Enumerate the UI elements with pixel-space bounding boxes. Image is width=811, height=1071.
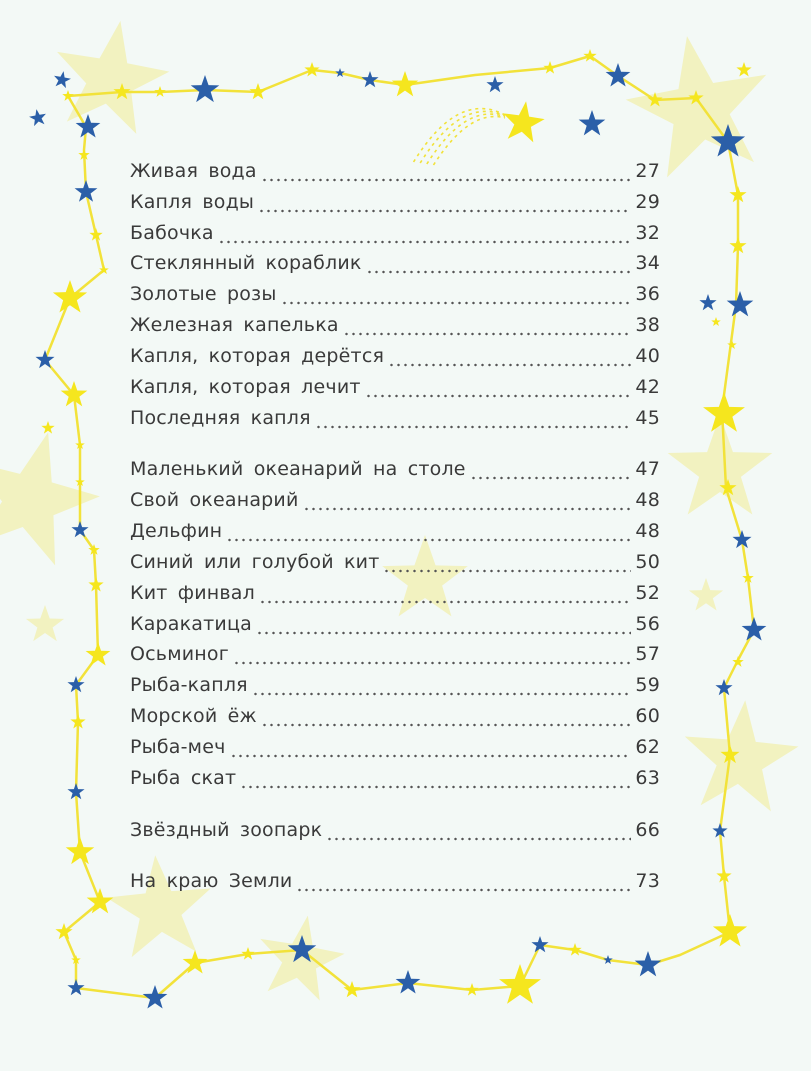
toc-dot-leader	[240, 785, 631, 789]
yellow-star-icon	[154, 86, 165, 97]
toc-entry[interactable]	[130, 767, 660, 797]
toc-entry[interactable]	[130, 458, 660, 488]
blue-star-icon	[67, 979, 84, 995]
blue-star-icon	[603, 955, 613, 964]
toc-entry[interactable]	[130, 674, 660, 704]
toc-entry-title: Капля, которая лечит	[130, 376, 361, 398]
yellow-star-icon	[41, 421, 54, 434]
toc-entry-title: Капля воды	[130, 191, 255, 213]
toc-entry-page: 32	[635, 222, 660, 244]
yellow-star-icon	[736, 62, 751, 76]
toc-entry-title: Кит финвал	[130, 582, 255, 604]
yellow-star-icon	[304, 62, 319, 76]
yellow-star-icon	[568, 943, 581, 956]
toc-entry-page: 47	[635, 458, 660, 480]
faint-star-icon	[689, 578, 723, 611]
toc-entry[interactable]	[130, 819, 660, 849]
toc-entry-title: Капля, которая дерётся	[130, 345, 385, 367]
toc-dot-leader	[261, 723, 632, 727]
toc-entry-page: 48	[635, 489, 660, 511]
yellow-star-icon	[249, 83, 266, 99]
toc-entry[interactable]	[130, 376, 660, 406]
toc-entry-title: Последняя капля	[130, 407, 311, 429]
toc-entry-title: Свой океанарий	[130, 489, 299, 511]
yellow-star-icon	[711, 317, 721, 326]
toc-entry[interactable]	[130, 283, 660, 313]
toc-entry-page: 45	[635, 407, 660, 429]
yellow-star-icon	[241, 947, 254, 960]
yellow-star-icon	[392, 71, 419, 96]
toc-entry-page: 59	[635, 674, 660, 696]
yellow-star-icon	[713, 914, 747, 947]
toc-entry-title: Рыба скат	[130, 767, 237, 789]
toc-entry-page: 56	[635, 613, 660, 635]
toc-entry-title: Бабочка	[130, 222, 214, 244]
toc-dot-leader	[218, 240, 632, 244]
toc-entry[interactable]	[130, 222, 660, 252]
blue-star-icon	[579, 110, 606, 135]
toc-entry-page: 63	[635, 767, 660, 789]
toc-dot-leader	[315, 425, 632, 429]
toc-dot-leader	[261, 178, 632, 182]
toc-entry-page: 73	[635, 870, 660, 892]
toc-entry[interactable]	[130, 407, 660, 437]
blue-star-icon	[191, 75, 220, 102]
toc-entry[interactable]	[130, 191, 660, 221]
toc-entry[interactable]	[130, 314, 660, 344]
comet-star-icon	[500, 98, 547, 143]
blue-star-icon	[486, 76, 503, 92]
blue-star-icon	[727, 291, 754, 316]
toc-entry[interactable]	[130, 736, 660, 766]
toc-entry-title: Осьминог	[130, 643, 229, 665]
toc-dot-leader	[256, 631, 631, 635]
toc-dot-leader	[383, 569, 631, 573]
toc-entry-title: Синий или голубой кит	[130, 551, 380, 573]
toc-dot-leader	[296, 888, 631, 892]
toc-dot-leader	[258, 209, 631, 213]
blue-star-icon	[742, 617, 767, 641]
toc-dot-leader	[226, 538, 631, 542]
toc-entry[interactable]	[130, 551, 660, 581]
toc-dot-leader	[326, 837, 631, 841]
toc-entry-page: 38	[635, 314, 660, 336]
toc-entry[interactable]	[130, 252, 660, 282]
toc-entry[interactable]	[130, 489, 660, 519]
faint-star-icon	[668, 415, 773, 514]
yellow-star-icon	[62, 90, 73, 101]
yellow-star-icon	[53, 280, 87, 313]
toc-entry[interactable]	[130, 582, 660, 612]
toc-entry-title: Звёздный зоопарк	[130, 819, 323, 841]
blue-star-icon	[361, 71, 378, 87]
faint-star-icon	[45, 11, 176, 138]
yellow-star-icon	[499, 964, 541, 1004]
toc-dot-leader	[233, 661, 632, 665]
yellow-star-icon	[66, 837, 95, 864]
toc-entry-page: 34	[635, 252, 660, 274]
blue-star-icon	[52, 70, 72, 89]
faint-star-icon	[679, 695, 802, 813]
blue-star-icon	[143, 985, 168, 1009]
toc-entry-title: Маленький океанарий на столе	[130, 458, 466, 480]
blue-star-icon	[75, 180, 98, 202]
toc-dot-leader	[230, 754, 632, 758]
blue-star-icon	[35, 350, 54, 368]
yellow-star-icon	[86, 642, 111, 666]
blue-star-icon	[71, 521, 88, 537]
blue-star-icon	[335, 68, 345, 77]
blue-star-icon	[531, 936, 548, 952]
toc-entry-title: Рыба-капля	[130, 674, 248, 696]
toc-entry-title: Рыба-меч	[130, 736, 226, 758]
toc-entry-title: Живая вода	[130, 160, 257, 182]
toc-entry-title: Каракатица	[130, 613, 252, 635]
toc-entry[interactable]	[130, 705, 660, 735]
toc-entry-title: Дельфин	[130, 520, 223, 542]
comet-trail	[420, 111, 505, 163]
toc-entry-page: 42	[635, 376, 660, 398]
faint-star-icon	[26, 605, 64, 641]
toc-entry[interactable]	[130, 345, 660, 375]
toc-entry-page: 27	[635, 160, 660, 182]
toc-entry-page: 29	[635, 191, 660, 213]
toc-entry[interactable]	[130, 613, 660, 643]
blue-star-icon	[635, 951, 662, 976]
toc-dot-leader	[365, 394, 632, 398]
toc-entry[interactable]	[130, 870, 660, 900]
toc-entry-page: 66	[635, 819, 660, 841]
toc-entry-page: 48	[635, 520, 660, 542]
toc-entry-title: На краю Земли	[130, 870, 293, 892]
yellow-star-icon	[727, 340, 737, 349]
toc-entry-page: 40	[635, 345, 660, 367]
toc-entry[interactable]	[130, 643, 660, 673]
toc-dot-leader	[388, 363, 631, 367]
toc-entry-page: 36	[635, 283, 660, 305]
yellow-star-icon	[543, 61, 556, 74]
toc-dot-leader	[281, 301, 632, 305]
toc-entry-page: 62	[635, 736, 660, 758]
toc-entry-title: Стеклянный кораблик	[130, 252, 362, 274]
blue-star-icon	[699, 294, 716, 310]
toc-entry-page: 52	[635, 582, 660, 604]
yellow-star-icon	[465, 983, 478, 996]
toc-entry-page: 50	[635, 551, 660, 573]
toc-entry[interactable]	[130, 520, 660, 550]
toc-dot-leader	[470, 476, 632, 480]
toc-dot-leader	[259, 600, 631, 604]
blue-star-icon	[396, 970, 421, 994]
shooting-star-icon	[414, 98, 547, 165]
toc-entry-title: Железная капелька	[130, 314, 339, 336]
toc-dot-leader	[252, 692, 632, 696]
toc-entry-title: Золотые розы	[130, 283, 277, 305]
toc-dot-leader	[303, 507, 632, 511]
toc-entry-title: Морской ёж	[130, 705, 257, 727]
toc-entry-page: 60	[635, 705, 660, 727]
toc-dot-leader	[366, 270, 632, 274]
yellow-star-icon	[343, 981, 360, 997]
toc-entry[interactable]	[130, 160, 660, 190]
toc-dot-leader	[343, 332, 632, 336]
faint-star-icon	[103, 851, 216, 959]
blue-star-icon	[28, 108, 48, 127]
toc-entry-page: 57	[635, 643, 660, 665]
